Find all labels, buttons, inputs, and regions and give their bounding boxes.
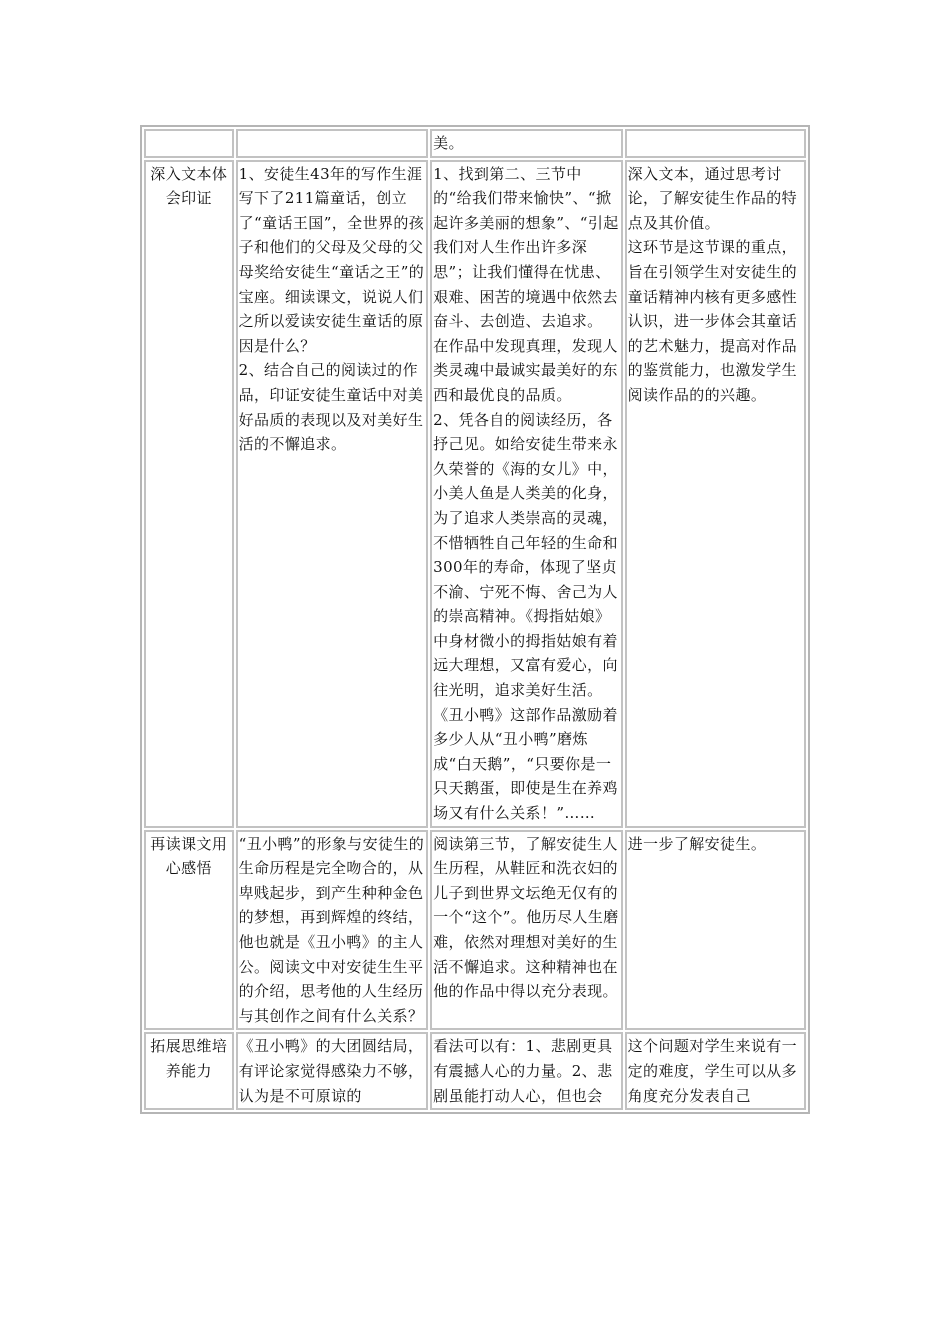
paragraph: 阅读第三节，了解安徒生人生历程，从鞋匠和洗衣妇的儿子到世界文坛绝无仅有的一个“这个”。他历尽人生磨难，依然对理想对美好的生活不懈追求。这种精神也在他的作品中得以充分表现。 [433,834,619,1001]
document-page [140,125,810,1220]
table-row [144,129,806,158]
design-intent-cell [625,129,806,158]
teacher-activity-cell [236,160,429,828]
paragraph: 2、结合自己的阅读过的作品，印证安徒生童话中对美好品质的表现以及对美好生活的不懈追求。 [238,361,424,454]
stage-cell [144,129,234,158]
student-activity-cell: 美。 [430,129,623,158]
paragraph: 这个问题对学生来说有一定的难度，学生可以从多角度充分发表自己 [627,1037,798,1105]
stage-cell: 拓展思维培养能力 [144,1032,234,1110]
paragraph: 2、凭各自的阅读经历，各抒己见。如给安徒生带来永久荣誉的《海的女儿》中，小美人鱼是人类美的化身，为了追求人类崇高的灵魂，不惜牺牲自己年轻的生命和300年的寿命，体现了坚贞不渝、宁死不悔、舍己为人的崇高精神。《拇指姑娘》中身材微小的拇指姑娘有着远大理想，又富有爱心，向往光明，追求美好生活。《丑小鸭》这部作品激励着多少人从“丑小鸭”磨炼成“白天鹅”，“只要你是一只天鹅蛋，即使是生在养鸡场又有什么关系！”…… [433,410,618,823]
paragraph: 这环节是这节课的重点，旨在引领学生对安徒生的童话精神内核有更多感性认识，进一步体会其童话的艺术魅力，提高对作品的鉴赏能力，也激发学生阅读作品的的兴趣。 [627,238,798,404]
design-intent-cell [625,1032,806,1110]
student-activity-cell [430,160,623,828]
teacher-activity-cell [236,830,429,1031]
design-intent-cell [625,830,806,1031]
paragraph: 深入文本，通过思考讨论，了解安徒生作品的特点及其价值。 [627,164,798,232]
stage-cell: 再读课文用心感悟 [144,830,234,1031]
table-row [144,1032,806,1110]
table-row [144,830,806,1031]
table-row [144,160,806,828]
paragraph: 在作品中发现真理，发现人类灵魂中最诚实最美好的东西和最优良的品质。 [433,336,618,404]
paragraph: 看法可以有：1、悲剧更具有震撼人心的力量。2、悲剧虽能打动人心，但也会 [433,1037,613,1105]
stage-cell: 深入文本体会印证 [144,160,234,828]
teacher-activity-cell [236,1032,429,1110]
paragraph: 1、安徒生43年的写作生涯写下了211篇童话，创立了“童话王国”，全世界的孩子和他们的父母及父母的父母奖给安徒生“童话之王”的宝座。细读课文，说说人们之所以爱读安徒生童话的原因是什么？ [238,164,425,355]
design-intent-cell [625,160,806,828]
student-activity-cell [430,830,623,1031]
paragraph: 进一步了解安徒生。 [627,834,767,853]
teacher-activity-cell [236,129,429,158]
paragraph: “丑小鸭”的形象与安徒生的生命历程是完全吻合的，从卑贱起步，到产生种种金色的梦想，再到辉煌的终结，他也就是《丑小鸭》的主人公。阅读文中对安徒生生平的介绍，思考他的人生经历与其创作之间有什么关系？ [238,834,425,1025]
lesson-plan-table [140,125,810,1114]
paragraph: 1、找到第二、三节中的“给我们带来愉快”、“掀起许多美丽的想象”、“引起我们对人生作出许多深思”；让我们懂得在忧患、艰难、困苦的境遇中依然去奋斗、去创造、去追求。 [433,164,619,331]
student-activity-cell [430,1032,623,1110]
paragraph: 《丑小鸭》的大团圆结局，有评论家觉得感染力不够，认为是不可原谅的 [238,1037,424,1105]
